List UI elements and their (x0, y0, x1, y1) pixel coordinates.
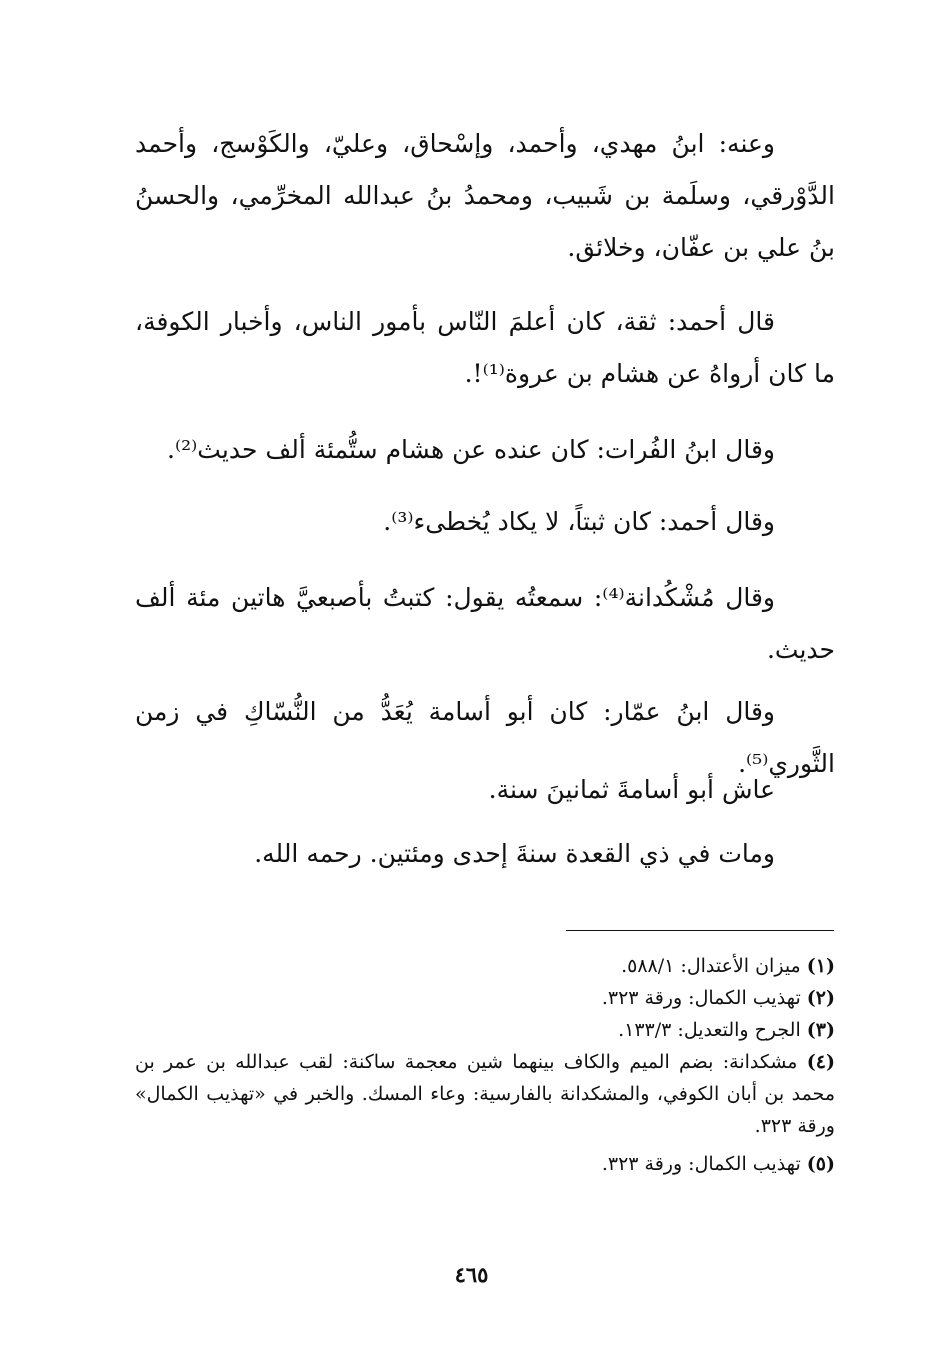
footnote-2 (135, 982, 835, 1014)
footnotes (135, 950, 835, 1180)
body-paragraph-5 (135, 572, 835, 676)
paragraph-text: وعنه: ابنُ مهدي، وأحمد، وإسْحاق، وعليّ، والكَوْسج، وأحمد الدَّوْرقي، وسلَمة بن شَبيب، ومحمدُ بنُ عبدالله المخرِّمي، والحسنُ بنُ علي بن عفّان، وخلائق. (135, 129, 835, 262)
paragraph-text: قال أحمد: ثقة، كان أعلمَ النّاس بأمور الناس، وأخبار الكوفة، ما كان أرواهُ عن هشام بن عروة⁽¹⁾!. (135, 307, 835, 388)
footnote-number: (٣) (806, 1019, 835, 1041)
paragraph-text: وقال أحمد: كان ثبتاً، لا يكاد يُخطىء⁽³⁾. (383, 507, 775, 536)
body-paragraph-3 (135, 424, 835, 476)
paragraph-text: ومات في ذي القعدة سنةَ إحدى ومئتين. رحمه الله. (254, 839, 775, 868)
footnote-5 (135, 1148, 835, 1180)
footnote-text: مشكدانة: بضم الميم والكاف بينهما شين معجمة ساكنة: لقب عبدالله بن عمر بن محمد بن أبان الكوفي، والمشكدانة بالفارسية: وعاء المسك. والخبر في «تهذيب الكمال» ورقة ٣٢٣. (135, 1051, 835, 1137)
body-paragraph-2 (135, 296, 835, 400)
paragraph-text: عاش أبو أسامةَ ثمانينَ سنة. (488, 775, 775, 804)
page-number: ٤٦٥ (454, 1262, 489, 1287)
footnote-number: (٥) (806, 1153, 835, 1175)
body-paragraph-1 (135, 118, 835, 274)
body-paragraph-4 (135, 496, 835, 548)
paragraph-text: وقال مُشْكُدانة⁽⁴⁾: سمعتُه يقول: كتبتُ بأصبعيَّ هاتين مئة ألف حديث. (135, 583, 835, 664)
footnote-number: (٢) (806, 987, 835, 1009)
body-paragraph-8 (135, 828, 835, 880)
paragraph-text: وقال ابنُ الفُرات: كان عنده عن هشام ستُّمئة ألف حديث⁽²⁾. (167, 435, 775, 464)
footnote-text: ميزان الأعتدال: ٥٨٨/١. (621, 955, 801, 977)
footnote-text: الجرح والتعديل: ١٣٣/٣. (618, 1019, 801, 1041)
footnote-text: تهذيب الكمال: ورقة ٣٢٣. (601, 1153, 801, 1175)
footnote-1 (135, 950, 835, 982)
body-paragraph-7 (135, 764, 835, 816)
footnote-4 (135, 1046, 835, 1142)
footnote-text: تهذيب الكمال: ورقة ٣٢٣. (601, 987, 801, 1009)
footnote-divider (566, 930, 834, 931)
paragraph-text: وقال ابنُ عمّار: كان أبو أسامة يُعَدُّ من النُّسّاكِ في زمن الثَّوري⁽⁵⁾. (135, 697, 835, 778)
footnote-number: (٤) (806, 1051, 835, 1073)
footnote-number: (١) (806, 955, 835, 977)
footnote-3 (135, 1014, 835, 1046)
